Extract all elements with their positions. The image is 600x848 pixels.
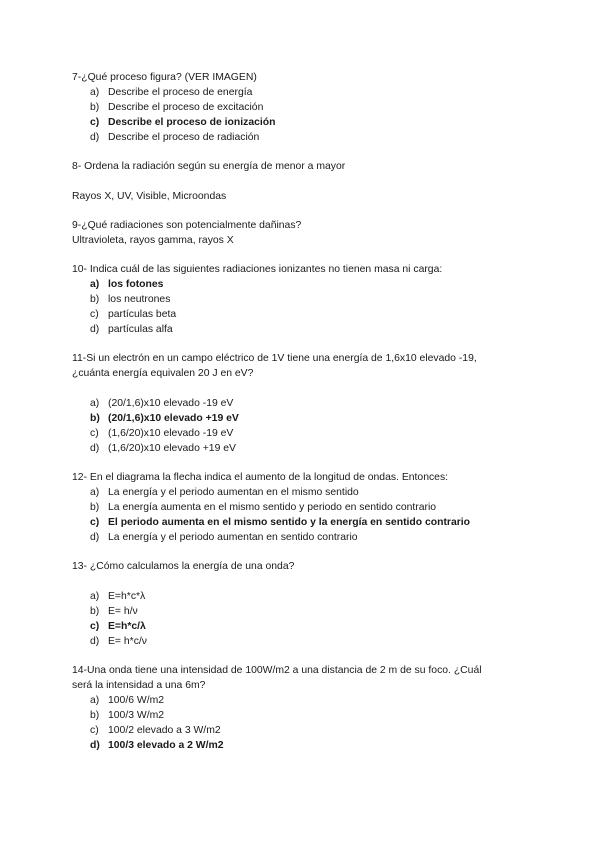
option-b: b) Describe el proceso de excitación [90, 102, 264, 113]
question-11 [72, 351, 552, 456]
question-stem-line-1: 14-Una onda tiene una intensidad de 100W/m2 a una distancia de 2 m de su foco. ¿Cuál [72, 665, 482, 676]
question-stem-line-2: ¿cuánta energía equivalen 20 J en eV? [72, 368, 254, 379]
option-d: d) La energía y el periodo aumentan en sentido contrario [90, 532, 358, 543]
option-c: c) (1,6/20)x10 elevado -19 eV [90, 428, 234, 439]
option-d: d) (1,6/20)x10 elevado +19 eV [90, 443, 236, 454]
option-d: d) partículas alfa [90, 324, 173, 335]
question-stem: 13- ¿Cómo calculamos la energía de una onda? [72, 561, 295, 572]
option-d: d) E= h*c/ν [90, 636, 147, 647]
option-d: d) Describe el proceso de radiación [90, 132, 260, 143]
option-a: a) Describe el proceso de energía [90, 87, 253, 98]
question-stem-line-1: 11-Si un electrón en un campo eléctrico de 1V tiene una energía de 1,6x10 elevado -19, [72, 353, 477, 364]
option-a: a) 100/6 W/m2 [90, 695, 165, 706]
option-c-correct: c) E=h*c/λ [90, 621, 146, 632]
question-9 [72, 218, 552, 248]
option-b: b) 100/3 W/m2 [90, 710, 165, 721]
option-a: a) (20/1,6)x10 elevado -19 eV [90, 398, 234, 409]
question-7 [72, 70, 552, 145]
question-stem: 9-¿Qué radiaciones son potencialmente dañinas? [72, 220, 302, 231]
option-a: a) La energía y el periodo aumentan en el mismo sentido [90, 487, 359, 498]
option-b: b) E= h/ν [90, 606, 138, 617]
question-stem: 10- Indica cuál de las siguientes radiaciones ionizantes no tienen masa ni carga: [72, 264, 443, 275]
answer-text: Ultravioleta, rayos gamma, rayos X [72, 235, 234, 246]
option-b: b) La energía aumenta en el mismo sentido y periodo en sentido contrario [90, 502, 437, 513]
option-c-correct: c) Describe el proceso de ionización [90, 117, 276, 128]
option-a-correct: a) los fotones [90, 279, 164, 290]
option-c: c) partículas beta [90, 309, 177, 320]
question-stem: 7-¿Qué proceso figura? (VER IMAGEN) [72, 72, 257, 83]
question-12 [72, 470, 552, 545]
option-b: b) los neutrones [90, 294, 171, 305]
option-c-correct: c) El periodo aumenta en el mismo sentido y la energía en sentido contrario [90, 517, 471, 528]
question-stem: 12- En el diagrama la flecha indica el aumento de la longitud de ondas. Entonces: [72, 472, 449, 483]
question-13 [72, 559, 552, 649]
question-stem-line-2: será la intensidad a una 6m? [72, 680, 206, 691]
option-c: c) 100/2 elevado a 3 W/m2 [90, 725, 221, 736]
option-a: a) E=h*c*λ [90, 591, 146, 602]
question-8 [72, 159, 552, 204]
document-page [72, 70, 552, 753]
option-b-correct: b) (20/1,6)x10 elevado +19 eV [90, 413, 239, 424]
option-d-correct: d) 100/3 elevado a 2 W/m2 [90, 740, 224, 751]
question-stem: 8- Ordena la radiación según su energía de menor a mayor [72, 161, 346, 172]
answer-text: Rayos X, UV, Visible, Microondas [72, 191, 227, 202]
question-14 [72, 663, 552, 753]
question-10 [72, 262, 552, 337]
